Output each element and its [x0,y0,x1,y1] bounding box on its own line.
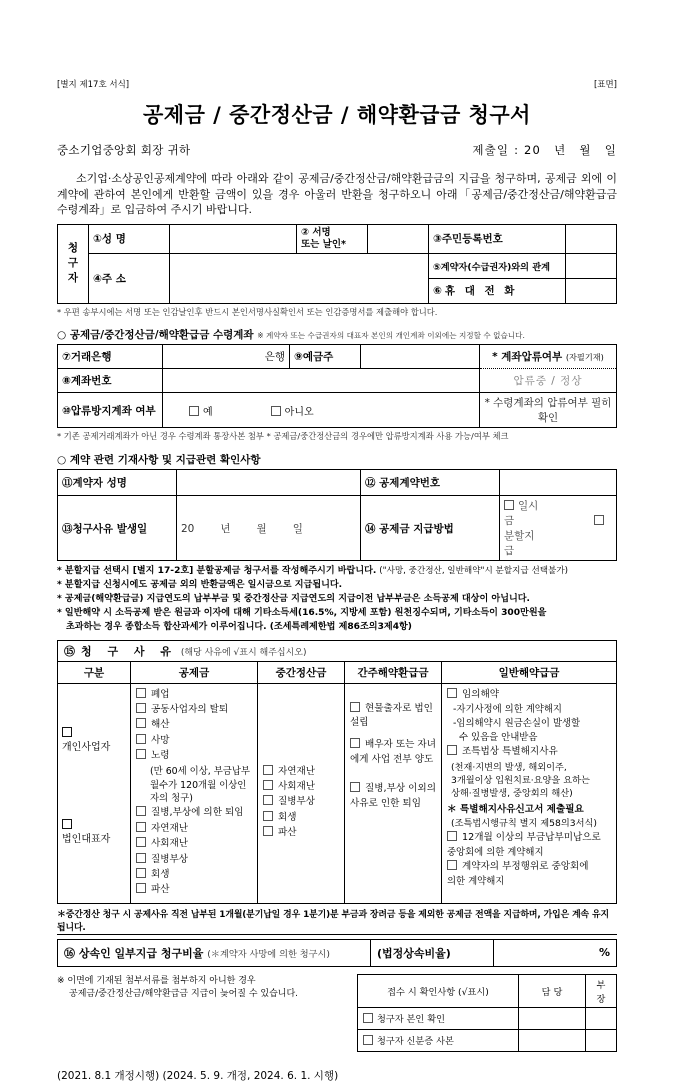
pay-method-label: ⑭ 공제금 지급방법 [361,496,500,561]
checkbox-icon[interactable] [136,883,146,893]
bullet-item: * 일반해약 시 소득공제 받은 원금과 이자에 대해 기타소득세(16.5%, 지방세 포함) 원천징수되며, 기타소득이 300만원을 [57,607,547,618]
contract-no-label: ⑫ 공제계약번호 [361,470,500,496]
checkbox-icon[interactable] [447,860,457,870]
list-item[interactable]: 자연재난 [263,765,339,779]
ilban-paren-2: 3개월이상 입원치료·요양을 요하는 [451,775,590,787]
col-header-junggan: 중간정산금 [258,661,345,683]
receipt-check-item[interactable]: 청구자 본인 확인 [358,1007,519,1029]
receipt-manager-cell[interactable] [586,1029,617,1051]
ilban-special-notice-sub: (조특법시행규칙 별지 제58의3서식) [451,818,597,830]
bullet-item: * 공제금(해약환급금) 지급연도의 납부부금 및 중간정산금 지급연도의 지급이전 납부부금은 소득공제 대상이 아닙니다. [57,593,531,604]
list-item[interactable]: 사망 [136,734,252,748]
header-row [57,0,617,90]
table-row [58,253,617,278]
rrn-label: ③주민등록번호 [429,224,566,253]
seizure-note: * 수령계좌의 압류여부 필히 확인 [480,393,617,428]
cell-gongje [131,683,258,903]
account-no-label: ⑧계좌번호 [58,369,163,393]
list-item[interactable]: 질병부상 [136,853,252,867]
signature-label: ② 서명 또는 날인* [297,224,368,253]
contract-no-input[interactable] [500,470,617,496]
inheritance-ratio-table [57,939,617,967]
ilban-item3-cont: 중앙회에 의한 계약해지 [447,846,544,858]
list-item[interactable]: 자연재난 [136,822,252,836]
table-row [58,393,617,428]
cell-ilban [442,683,617,903]
name-input[interactable] [170,224,297,253]
claimant-table [57,224,617,304]
attachment-note: ※ 이면에 기재된 첨부서류를 첨부하지 아니한 경우 공제금/중간정산금/해약환급금 지급이 늦어질 수 있습니다. [57,975,299,999]
bank-label: ⑦거래은행 [58,345,163,369]
checkbox-icon[interactable] [504,500,514,510]
address-label: ④주 소 [89,253,170,303]
checkbox-icon[interactable] [136,688,146,698]
submit-date [472,142,617,158]
gongje-age-note: (만 60세 이상, 부금납부 월수가 120개월 이상인 자의 청구) [150,765,250,805]
receipt-check-item[interactable]: 청구자 신분증 사본 [358,1029,519,1051]
checkbox-icon[interactable] [350,738,360,748]
ilban-dash-2: -임의해약시 원금손실이 발생할 [453,718,581,730]
mobile-input[interactable] [566,278,617,303]
checkbox-icon[interactable] [62,819,72,829]
month-label: 월 [579,143,592,157]
col-header-ganju: 간주해약환급금 [345,661,442,683]
account-section-subnote: ※ 계약자 또는 수급권자의 대표자 본인의 개인계좌 이외에는 지정할 수 없습니다. [257,331,525,341]
list-item[interactable]: 사회재난 [136,837,252,851]
col-header-gongje: 공제금 [131,661,258,683]
page-title: 공제금 / 중간정산금 / 해약환급금 청구서 [143,103,531,127]
checkbox-icon[interactable] [594,515,604,525]
cell-gubun [58,683,131,903]
list-item[interactable]: 현물출자로 법인 설립 [350,702,433,729]
table-row [58,496,617,561]
receipt-col-header: 접수 시 확인사항 (√표시) [358,974,519,1007]
list-item[interactable]: 질병,부상에 의한 퇴임 [136,806,252,820]
reason-date-label: ⑬청구사유 발생일 [58,496,177,561]
ilban-paren-1: (천재·지변의 발생, 해외이주, [451,761,567,773]
cell-junggan [258,683,345,903]
account-table [57,344,617,428]
addressee: 중소기업중앙회 회장 귀하 [57,143,191,157]
checkbox-icon[interactable] [136,734,146,744]
contractor-name-label: ⑪계약자 성명 [58,470,177,496]
antiseizure-choices [163,393,480,428]
day-label: 일 [604,143,617,157]
list-item[interactable]: 임의해약 [447,688,611,702]
checkbox-icon[interactable] [136,853,146,863]
gubun-individual[interactable]: 개인사업자 [62,727,126,753]
claim-reason-table [57,640,617,904]
account-no-input[interactable] [163,369,480,393]
receipt-check-area [357,974,617,1052]
seizure-status-label: * 계좌압류여부 (자필기재) [480,345,617,369]
table-row [58,470,617,496]
list-item[interactable]: 파산 [136,883,252,897]
bottom-area [57,974,617,1052]
table-header-row [358,974,617,1007]
table-row [58,683,617,903]
receipt-staff-cell[interactable] [519,1007,586,1029]
table-header-row [58,661,617,683]
footer-revision-info: (2021. 8.1 개정시행) (2024. 5. 9. 개정, 2024. 6. 1. 시행) [57,1069,339,1082]
list-item[interactable]: 공동사업자의 탈퇴 [136,703,252,717]
bullet-item: * 분할지급 선택시 [별지 17-2호] 분할공제금 청구서를 작성해주시기 바랍니다. ("사망, 중간정산, 일반해약"시 분할지급 선택불가) [57,566,568,577]
list-item[interactable]: 회생 [136,868,252,882]
claimant-note: * 우편 송부시에는 서명 또는 인감날인후 반드시 본인서명사실확인서 또는 인감증명서를 제출해야 합니다. [57,306,438,317]
checkbox-icon[interactable] [447,745,457,755]
pay-install-option[interactable]: 분할지급 [504,515,608,557]
antiseizure-yes[interactable]: 예 [189,403,213,418]
checkbox-icon[interactable] [271,406,281,416]
gubun-corporate[interactable]: 법인대표자 [62,819,126,845]
list-item[interactable]: 파산 [263,826,339,840]
checkbox-icon[interactable] [189,406,199,416]
ilban-paren-3: 상해·질병발생, 중앙회의 해산) [451,788,573,800]
checkbox-icon[interactable] [136,718,146,728]
checkbox-icon[interactable] [350,782,360,792]
checkbox-icon[interactable] [263,765,273,775]
list-item[interactable]: 사회재난 [263,780,339,794]
list-item[interactable]: 질병부상 [263,795,339,809]
account-section-heading: ○ 공제금/중간정산금/해약환급금 수령계좌 ※ 계약자 또는 수급권자의 대표자 본인의 개인계좌 이외에는 지정할 수 없습니다. [57,329,525,342]
table-row [358,1029,617,1051]
mobile-label: ⑥휴 대 전 화 [429,278,566,303]
name-label: ①성 명 [89,224,170,253]
checkbox-icon[interactable] [363,1035,373,1045]
legal-ratio-label: (법정상속비율) [371,939,494,966]
list-item[interactable]: 해산 [136,718,252,732]
seizure-options[interactable]: 압류중 / 정상 [480,369,617,393]
pay-method-choices [500,496,617,561]
checkbox-icon[interactable] [263,811,273,821]
checkbox-icon[interactable] [447,831,457,841]
contract-table [57,469,617,561]
checkbox-icon[interactable] [263,826,273,836]
signature-input[interactable] [368,224,429,253]
list-item[interactable]: 계약자의 부정행위로 중앙회에 [447,860,611,874]
receipt-check-table [357,974,617,1052]
midterm-settlement-note: ＊중간정산 청구 시 공제사유 직전 납부된 1개월(분기납일 경우 1분기)분 부금과 장려금 등을 제외한 공제금 전액을 지급하며, 가입은 계속 유지됩니다. [57,907,617,935]
checkbox-icon[interactable] [363,1013,373,1023]
checkbox-icon[interactable] [350,702,360,712]
bank-input[interactable]: 은행 [163,345,290,369]
list-item[interactable]: 회생 [263,811,339,825]
checkbox-icon[interactable] [263,795,273,805]
inheritance-percent-input[interactable]: % [494,939,617,966]
list-item[interactable]: 12개월 이상의 부금납부미납으로 [447,831,611,845]
submit-date-label: 제출일 : 20 [472,143,542,157]
checkbox-icon[interactable] [136,703,146,713]
checkbox-icon[interactable] [136,749,146,759]
contract-section-heading: ○ 계약 관련 기재사항 및 지급관련 확인사항 [57,454,261,467]
claim-reason-caption: ⑮청 구 사 유 (해당 사유에 √표시 해주십시오) [58,640,617,661]
year-label: 년 [554,143,567,157]
ilban-item4-cont: 의한 계약해지 [447,876,505,888]
list-item[interactable]: 폐업 [136,688,252,702]
antiseizure-no[interactable]: 아니오 [271,403,314,418]
receipt-staff-cell[interactable] [519,1029,586,1051]
list-item[interactable]: 질병,부상 이외의 사유로 인한 퇴임 [350,783,436,809]
ilban-special-notice: ＊ 특별해지사유신고서 제출필요 [447,803,584,815]
antiseizure-label: ⑩압류방지계좌 여부 [58,393,163,428]
checkbox-icon[interactable] [263,780,273,790]
table-row [58,939,617,966]
relation-label: ⑤계약자(수급권자)와의 관계 [429,253,566,278]
checkbox-icon[interactable] [136,822,146,832]
receipt-manager-cell[interactable] [586,1007,617,1029]
bullet-item: * 분할지급 신청시에도 공제금 외의 반환금액은 일시금으로 지급됩니다. [57,580,343,591]
account-footnote: * 기존 공제거래계좌가 아닌 경우 수령계좌 통장사본 첨부 * 공제금/중간정산금의 경우에만 압류방지계좌 사용 가능/여부 체크 [57,431,509,442]
table-row [58,224,617,253]
side-mark: [표면] [593,80,617,90]
table-row [58,345,617,369]
pay-lump-option[interactable]: 일시금 [504,500,539,528]
addressee-row [57,142,617,158]
table-row [58,640,617,661]
contractor-name-input[interactable] [177,470,361,496]
holder-label: ⑨예금주 [290,345,361,369]
col-header-ilban: 일반해약급금 [442,661,617,683]
list-item[interactable]: 배우자 또는 자녀에게 사업 전부 양도 [350,739,436,765]
table-row [58,369,617,393]
checkbox-icon[interactable] [136,806,146,816]
intro-paragraph: 소기업·소상공인공제계약에 따라 아래와 같이 공제금/중간정산금/해약환급금의 지급을 청구하며, 공제금 외에 이 계약에 관하여 본인에게 반환할 금액이 있을 경우 아울러 반환을 청구하오니 아래「공제금/중간정산금/해약환급금 수령계좌」로 입금하여 주시기 바랍니다. [57,172,617,217]
receipt-col-manager: 부 장 [586,974,617,1007]
ilban-dash-1: -자기사정에 의한 계약해지 [453,704,562,716]
ilban-dash-2b: 수 있음을 안내받음 [459,732,538,744]
checkbox-icon[interactable] [136,837,146,847]
bullet-continuation: 초과하는 경우 종합소득 합산과세가 이루어집니다. (조세특례제한법 제86조의3제4항) [66,621,412,632]
claimant-vertical-label: 청 구 자 [58,224,89,303]
list-item[interactable]: 조특법상 특별해지사유 [447,745,611,759]
inheritance-label: ⑯ 상속인 일부지급 청구비율 (＊계약자 사망에 의한 청구시) [58,939,371,966]
form-number: [별지 제17호 서식] [57,80,130,90]
address-input[interactable] [170,253,429,303]
checkbox-icon[interactable] [136,868,146,878]
cell-ganju [345,683,442,903]
reason-date-input[interactable]: 20 년 월 일 [177,496,361,561]
relation-input[interactable] [566,253,617,278]
bullet-notes [57,565,617,634]
receipt-col-staff: 담 당 [519,974,586,1007]
checkbox-icon[interactable] [447,688,457,698]
col-header-gubun: 구분 [58,661,131,683]
holder-input[interactable] [361,345,480,369]
checkbox-icon[interactable] [62,727,72,737]
list-item[interactable]: 노령 [136,749,252,763]
rrn-input[interactable] [566,224,617,253]
table-row [358,1007,617,1029]
